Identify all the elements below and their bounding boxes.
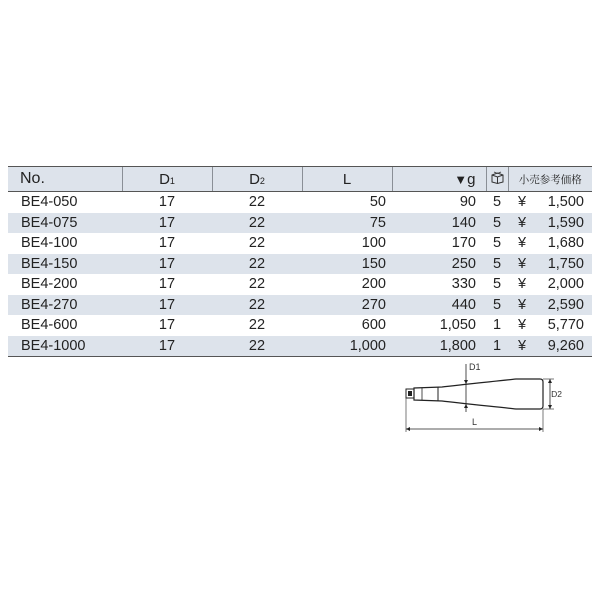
cell-no: BE4-600 (21, 317, 78, 334)
cell-length: 200 (361, 276, 386, 293)
cell-weight: 140 (392, 213, 486, 234)
cell-qty: 5 (492, 276, 502, 293)
currency-symbol: ¥ (518, 194, 527, 211)
cell-price (508, 233, 592, 254)
currency-symbol: ¥ (518, 214, 527, 231)
currency-symbol: ¥ (518, 317, 527, 334)
cell-d2: 22 (212, 336, 302, 357)
header-d1 (122, 167, 212, 192)
cell-length: 50 (369, 194, 386, 211)
cell-no: BE4-050 (21, 194, 78, 211)
price-value: 1,500 (547, 194, 584, 211)
price-value: 2,590 (547, 296, 584, 313)
cell-qty: 5 (486, 254, 508, 275)
table-header-row (8, 167, 592, 192)
cell-d2: 22 (212, 254, 302, 275)
cell-no: BE4-1000 (8, 336, 122, 357)
cell-no: BE4-150 (8, 254, 122, 275)
price-value: 2,000 (547, 276, 584, 293)
header-d1-sub: 1 (169, 175, 175, 186)
cell-no: BE4-100 (21, 235, 78, 252)
cell-d2: 22 (212, 213, 302, 234)
cell-weight: 440 (392, 295, 486, 316)
cell-d1: 17 (158, 317, 176, 334)
cell-d2: 22 (248, 276, 266, 293)
cell-d1: 17 (158, 235, 176, 252)
cell-d2: 22 (248, 317, 266, 334)
cell-d2: 22 (248, 194, 266, 211)
header-d2-sub: 2 (259, 175, 265, 186)
cell-qty: 5 (492, 235, 502, 252)
cell-length: 100 (361, 235, 386, 252)
price-value: 5,770 (547, 317, 584, 334)
table-row (8, 254, 592, 275)
cell-qty: 1 (486, 336, 508, 357)
cell-weight: 1,050 (439, 317, 476, 334)
cell-qty: 5 (486, 295, 508, 316)
table-row (8, 192, 592, 213)
table-row (8, 315, 592, 336)
cell-price (508, 315, 592, 336)
table-row (8, 213, 592, 234)
header-price: 小売参考価格 (508, 167, 592, 192)
cell-d2: 22 (248, 235, 266, 252)
header-weight-unit: g (467, 170, 476, 188)
cell-d1: 17 (122, 213, 212, 234)
cell-price (508, 274, 592, 295)
cell-price (508, 254, 592, 275)
cell-price (508, 192, 592, 213)
table-row (8, 295, 592, 316)
d1-label: D1 (469, 362, 481, 372)
cell-weight: 90 (459, 194, 476, 211)
currency-symbol: ¥ (518, 235, 527, 252)
cell-price (508, 336, 592, 357)
box-icon (490, 171, 505, 184)
header-length: L (302, 167, 392, 192)
l-label: L (472, 417, 478, 427)
price-value: 1,590 (547, 214, 584, 231)
price-value: 9,260 (547, 337, 584, 354)
cell-no: BE4-270 (8, 295, 122, 316)
price-value: 1,680 (547, 235, 584, 252)
header-qty (486, 167, 508, 192)
cell-price (508, 213, 592, 234)
cell-weight: 170 (451, 235, 476, 252)
header-d2-main: D (249, 170, 260, 188)
table-row (8, 274, 592, 295)
cell-d2: 22 (212, 295, 302, 316)
header-weight (392, 167, 486, 192)
cell-length: 600 (361, 317, 386, 334)
cell-qty: 1 (492, 317, 502, 334)
cell-length: 150 (302, 254, 392, 275)
currency-symbol: ¥ (518, 296, 527, 313)
cell-d1: 17 (158, 276, 176, 293)
currency-symbol: ¥ (518, 276, 527, 293)
d2-label: D2 (551, 389, 562, 399)
cell-d1: 17 (158, 194, 176, 211)
cell-weight: 250 (392, 254, 486, 275)
weight-triangle-icon: ▼ (454, 171, 468, 187)
price-value: 1,750 (547, 255, 584, 272)
cell-length: 75 (302, 213, 392, 234)
table-row (8, 233, 592, 254)
cell-length: 1,000 (302, 336, 392, 357)
table-row (8, 336, 592, 357)
header-no: No. (8, 167, 122, 192)
cell-price (508, 295, 592, 316)
cell-qty: 5 (492, 194, 502, 211)
spec-table (8, 166, 592, 357)
cell-d1: 17 (122, 295, 212, 316)
cell-qty: 5 (486, 213, 508, 234)
cell-d1: 17 (122, 254, 212, 275)
extension-body (414, 379, 543, 409)
product-diagram (398, 358, 562, 438)
drive-inner (408, 391, 412, 396)
currency-symbol: ¥ (518, 255, 527, 272)
cell-d1: 17 (122, 336, 212, 357)
cell-weight: 1,800 (392, 336, 486, 357)
header-d2 (212, 167, 302, 192)
cell-weight: 330 (451, 276, 476, 293)
currency-symbol: ¥ (518, 337, 527, 354)
cell-length: 270 (302, 295, 392, 316)
cell-no: BE4-075 (8, 213, 122, 234)
header-d1-main: D (159, 170, 170, 188)
cell-no: BE4-200 (21, 276, 78, 293)
